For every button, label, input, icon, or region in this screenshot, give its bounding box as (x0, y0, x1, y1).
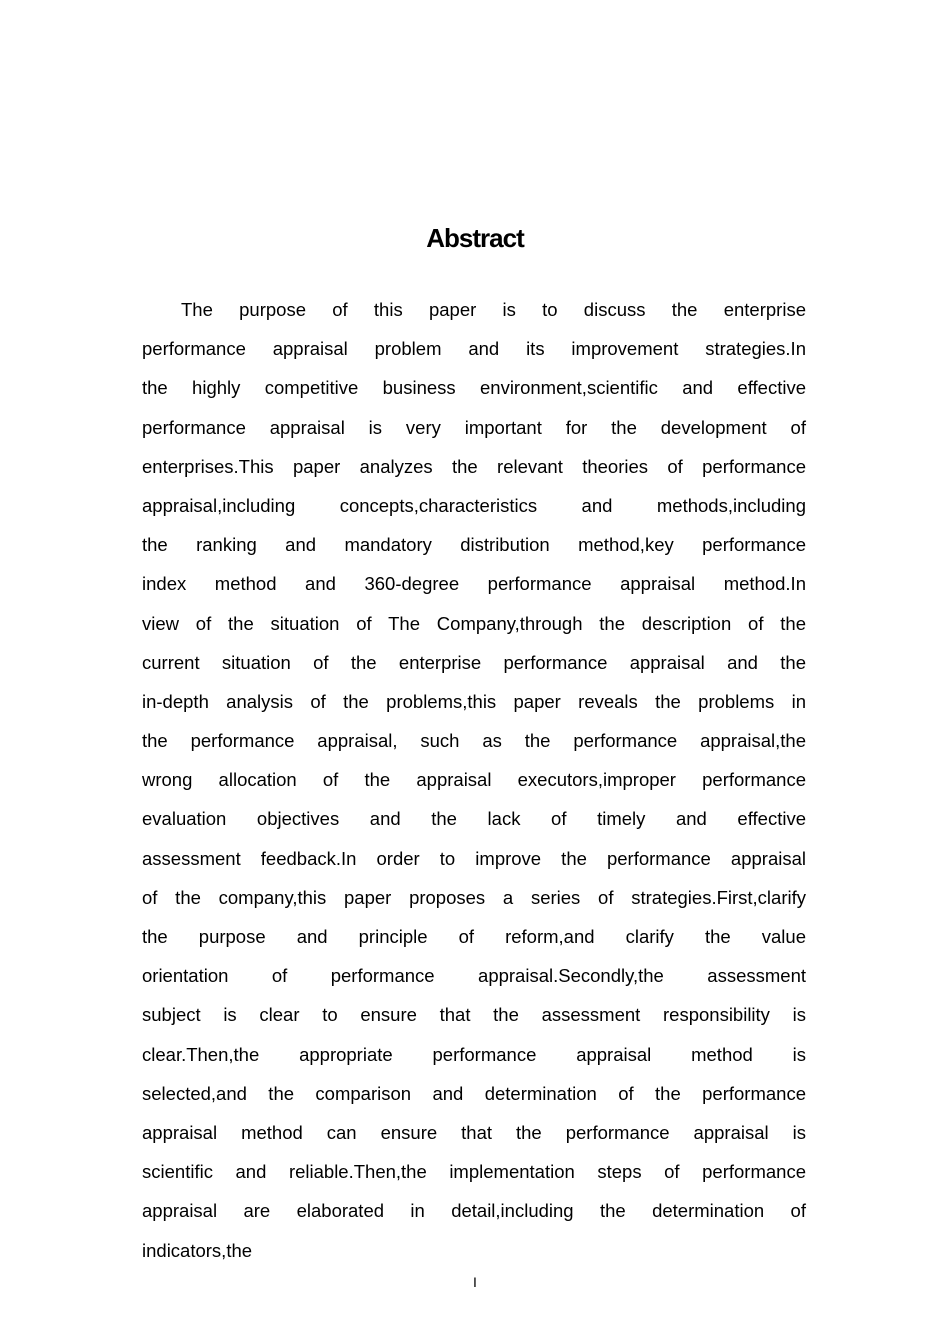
text-line: enterprises.This paper analyzes the relevant theories of performance (142, 455, 806, 477)
abstract-body (142, 290, 806, 1270)
text-line: the purpose and principle of reform,and clarify the value (142, 926, 806, 947)
text-line: the performance appraisal, such as the performance appraisal,the (142, 730, 806, 752)
text-line: appraisal,including concepts,characteristics and methods,including (142, 494, 806, 516)
abstract-title: Abstract (426, 223, 524, 253)
text-line: orientation of performance appraisal.Secondly,the assessment (142, 965, 806, 987)
text-line: performance appraisal is very important for the development of (142, 416, 806, 438)
text-line: The purpose of this paper is to discuss the enterprise (181, 299, 806, 320)
text-line: the ranking and mandatory distribution method,key performance (142, 534, 806, 556)
text-line: subject is clear to ensure that the assessment responsibility is (142, 1004, 806, 1026)
text-line: of the company,this paper proposes a series of strategies.First,clarify (142, 886, 806, 908)
text-line: indicators,the (142, 1239, 253, 1261)
text-line: evaluation objectives and the lack of timely and effective (142, 808, 806, 830)
text-line: selected,and the comparison and determination of the performance (142, 1082, 806, 1104)
text-line: appraisal are elaborated in detail,including the determination of (142, 1200, 806, 1222)
text-line: index method and 360-degree performance appraisal method.In (142, 573, 806, 595)
text-line: view of the situation of The Company,through the description of the (142, 612, 806, 634)
page-number: I (473, 1274, 477, 1290)
text-line: performance appraisal problem and its improvement strategies.In (142, 338, 806, 360)
text-line: clear.Then,the appropriate performance appraisal method is (142, 1043, 806, 1065)
text-line: in-depth analysis of the problems,this paper reveals the problems in (142, 690, 806, 712)
text-line: current situation of the enterprise performance appraisal and the (142, 651, 806, 673)
text-line: assessment feedback.In order to improve the performance appraisal (142, 847, 806, 869)
text-line: the highly competitive business environment,scientific and effective (142, 377, 806, 399)
text-line: appraisal method can ensure that the performance appraisal is (142, 1121, 806, 1143)
text-line: wrong allocation of the appraisal executors,improper performance (142, 769, 806, 791)
text-line: scientific and reliable.Then,the implementation steps of performance (142, 1161, 806, 1183)
